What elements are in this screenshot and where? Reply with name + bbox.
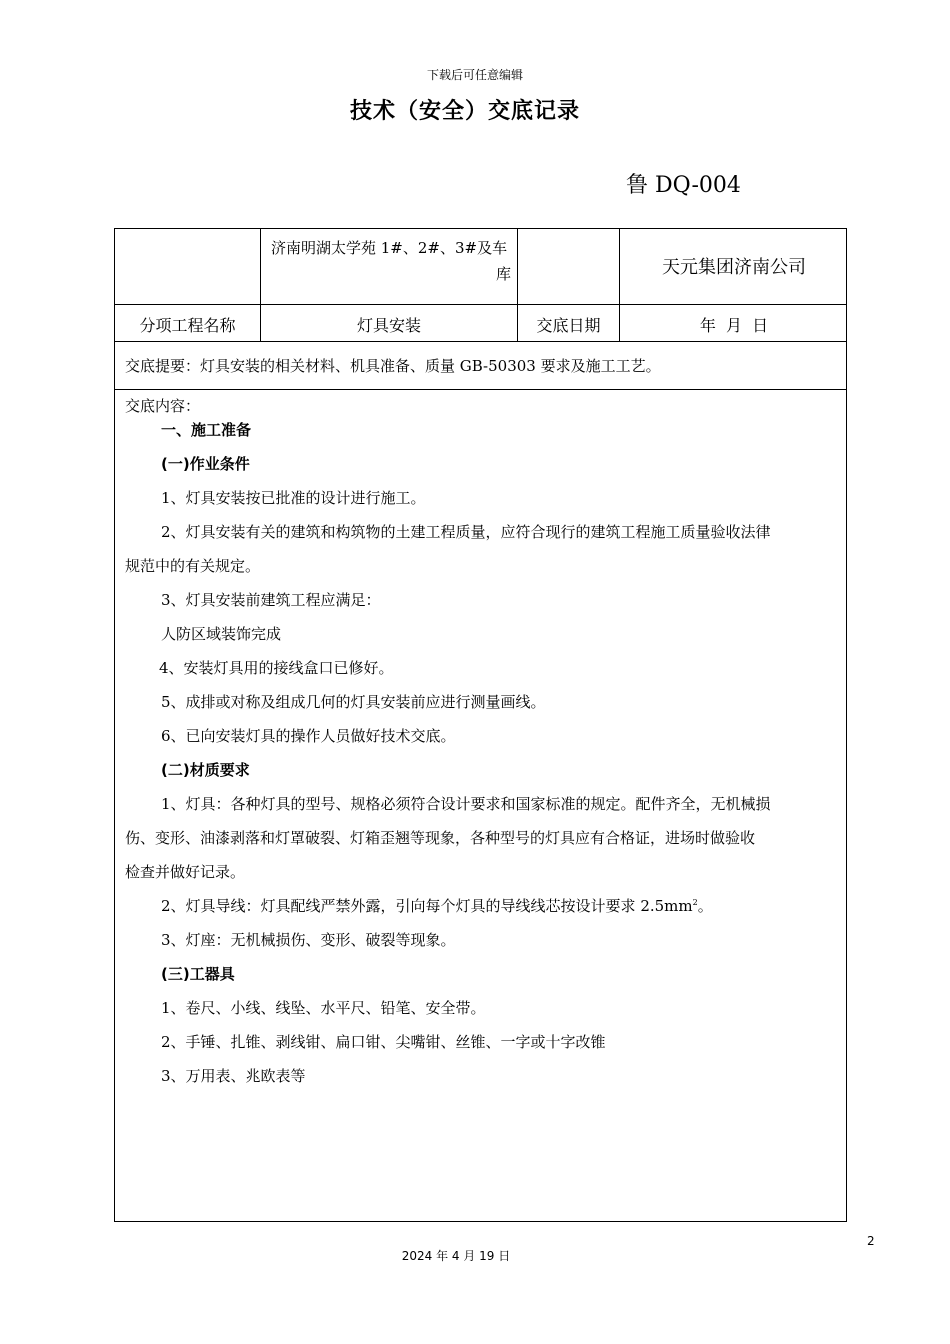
content-line: 3、灯具安装前建筑工程应满足： — [161, 591, 381, 609]
content-line: 2、灯具安装有关的建筑和构筑物的土建工程质量，应符合现行的建筑工程施工质量验收法律 — [161, 523, 771, 541]
superscript: 2 — [692, 898, 698, 907]
content-line: 2、手锤、扎锥、剥线钳、扁口钳、尖嘴钳、丝锥、一字或十字改锥 — [161, 1033, 606, 1051]
row-divider — [115, 389, 846, 390]
content-line — [161, 895, 713, 916]
date-value: 年 月 日 — [699, 316, 769, 335]
row-divider — [115, 341, 846, 342]
content-label: 交底内容： — [125, 397, 201, 415]
content-line: 检查并做好记录。 — [125, 863, 246, 881]
header-note: 下载后可任意编辑 — [426, 68, 523, 82]
subsection-heading: (三)工器具 — [161, 965, 235, 983]
content-line: 伤、变形、油漆剥落和灯罩破裂、灯箱歪翘等现象，各种型号的灯具应有合格证，进场时做验收 — [125, 829, 756, 847]
date-label: 交底日期 — [536, 316, 601, 335]
project-name-line1: 济南明湖太学苑 1#、2#、3#及车 — [271, 239, 508, 257]
footer-date: 2024 年 4 月 19 日 — [401, 1249, 511, 1263]
content-line: 1、卷尺、小线、线坠、水平尺、铅笔、安全带。 — [161, 999, 486, 1017]
content-line: 4、安装灯具用的接线盒口已修好。 — [159, 659, 394, 677]
content-line: 6、已向安装灯具的操作人员做好技术交底。 — [161, 727, 456, 745]
content-line: 人防区域装饰完成 — [161, 625, 282, 643]
content-line: 5、成排或对称及组成几何的灯具安装前应进行测量画线。 — [161, 693, 546, 711]
record-table — [114, 228, 847, 1222]
document-code: 鲁 DQ-004 — [626, 173, 741, 198]
content-line: 3、灯座：无机械损伤、变形、破裂等现象。 — [161, 931, 456, 949]
project-name — [271, 235, 511, 287]
row-divider — [115, 304, 846, 305]
project-name-line2: 库 — [495, 265, 511, 283]
subitem-value: 灯具安装 — [356, 316, 421, 335]
subitem-label: 分项工程名称 — [139, 316, 236, 335]
section-heading: 一、施工准备 — [161, 421, 252, 439]
content-line: 1、灯具：各种灯具的型号、规格必须符合设计要求和国家标准的规定。配件齐全，无机械损 — [161, 795, 771, 813]
page-number: 2 — [867, 1234, 875, 1248]
summary-text: 交底提要：灯具安装的相关材料、机具准备、质量 GB-50303 要求及施工工艺。 — [125, 357, 661, 375]
subsection-heading: (二)材质要求 — [161, 761, 250, 779]
content-line-end: 。 — [697, 897, 713, 915]
content-line-text: 2、灯具导线：灯具配线严禁外露，引向每个灯具的导线线芯按设计要求 2.5mm — [161, 897, 693, 915]
content-line: 3、万用表、兆欧表等 — [161, 1067, 306, 1085]
document-title: 技术（安全）交底记录 — [349, 99, 580, 124]
subsection-heading: (一)作业条件 — [161, 455, 250, 473]
content-line: 规范中的有关规定。 — [125, 557, 261, 575]
company-name: 天元集团济南公司 — [662, 257, 806, 278]
content-line: 1、灯具安装按已批准的设计进行施工。 — [161, 489, 426, 507]
